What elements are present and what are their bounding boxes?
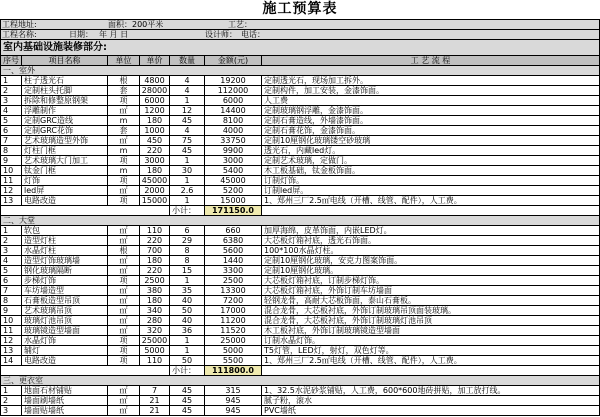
header-unit-price: 单价 [140, 56, 170, 65]
section-header-row [1, 376, 600, 386]
cell-amount: 19200 [205, 76, 262, 85]
cell-unit: ㎡ [108, 306, 140, 315]
cell-item-name: 拆除和修整原钢架 [22, 96, 108, 105]
cell-seq: 10 [1, 166, 22, 175]
cell-unit-price: 180 [140, 256, 170, 265]
cell-unit-price: 21 [140, 396, 170, 405]
cell-unit: 项 [108, 96, 140, 105]
cell-unit: ㎡ [108, 256, 140, 265]
cell-seq: 9 [1, 306, 22, 315]
cell-amount: 15000 [205, 196, 262, 205]
cell-amount: 7200 [205, 296, 262, 305]
cell-unit-price: 1000 [140, 126, 170, 135]
cell-seq: 6 [1, 276, 22, 285]
cell-process: 人工费 [262, 96, 600, 105]
cell-unit: ㎡ [108, 386, 140, 395]
cell-quantity: 15 [170, 266, 205, 275]
section-title: 一、室外 [1, 66, 600, 75]
table-row [1, 336, 600, 346]
cell-item-name: 柱子透光石 [22, 76, 108, 85]
cell-unit: m [108, 146, 140, 155]
cell-unit-price: 450 [140, 136, 170, 145]
cell-unit: 项 [108, 196, 140, 205]
cell-amount: 112000 [205, 86, 262, 95]
part-title: 室内基础设施装修部分: [1, 40, 600, 55]
table-row [1, 96, 600, 106]
cell-unit: ㎡ [108, 186, 140, 195]
table-row [1, 196, 600, 206]
cell-process: 混合龙骨，大芯板衬底，外饰订制玻璃吊顶面装玻璃。 [262, 306, 600, 315]
cell-item-name: 造型灯饰玻璃墙 [22, 256, 108, 265]
cell-unit-price: 380 [140, 286, 170, 295]
cell-process: 订制水晶灯饰。 [262, 336, 600, 345]
cell-quantity: 1 [170, 346, 205, 355]
cell-process: PVC墙纸 [262, 406, 600, 415]
cell-item-name: 玻璃灯池吊顶 [22, 316, 108, 325]
cell-unit: 项 [108, 346, 140, 355]
project-info-cell [1, 30, 600, 39]
table-row [1, 186, 600, 196]
cell-quantity: 8 [170, 246, 205, 255]
cell-process: 木工板基础，钛金板饰面。 [262, 166, 600, 175]
cell-item-name: 水晶灯柱 [22, 246, 108, 255]
cell-amount: 5200 [205, 186, 262, 195]
header-unit: 单位 [108, 56, 140, 65]
table-row [1, 226, 600, 236]
cell-unit-price: 180 [140, 116, 170, 125]
cell-item-name: 车坊墙造型 [22, 286, 108, 295]
cell-seq: 3 [1, 246, 22, 255]
date-label: 日期： [69, 30, 93, 39]
cell-amount: 45000 [205, 176, 262, 185]
cell-process: 大芯板灯箱衬底，外饰订制车坊墙面 [262, 286, 600, 295]
cell-unit: 根 [108, 76, 140, 85]
cell-unit-price: 280 [140, 316, 170, 325]
table-row [1, 276, 600, 286]
cell-unit-price: 15000 [140, 196, 170, 205]
cell-item-name: 电路改造 [22, 356, 108, 365]
cell-unit-price: 1200 [140, 106, 170, 115]
cell-unit-price: 340 [140, 306, 170, 315]
cell-process: 定制石膏花饰，金漆饰面。 [262, 126, 600, 135]
cell-quantity: 45 [170, 406, 205, 415]
subtotal-label: 小计： [170, 206, 205, 215]
table-row [1, 166, 600, 176]
cell-seq: 7 [1, 136, 22, 145]
cell-quantity: 35 [170, 286, 205, 295]
subtotal-row [1, 366, 600, 376]
cell-seq: 6 [1, 126, 22, 135]
cell-amount: 5600 [205, 246, 262, 255]
cell-quantity: 45 [170, 386, 205, 395]
craft-label: 工艺： [228, 20, 252, 29]
cell-unit-price: 2000 [140, 186, 170, 195]
cell-seq: 13 [1, 346, 22, 355]
cell-amount: 33750 [205, 136, 262, 145]
cell-unit: m [108, 116, 140, 125]
section-title: 二、大堂 [1, 216, 600, 225]
sheet-title: 施工预算表 [262, 1, 338, 17]
project-info-cell [1, 20, 600, 29]
cell-unit: ㎡ [108, 106, 140, 115]
cell-process: 订制led屏。 [262, 186, 600, 195]
subtotal-spacer [1, 206, 170, 215]
budget-table [0, 19, 600, 416]
cell-seq: 2 [1, 236, 22, 245]
cell-item-name: 地面石材铺贴 [22, 386, 108, 395]
cell-item-name: 定制GRC花饰 [22, 126, 108, 135]
cell-item-name: 定制柱头托脚 [22, 86, 108, 95]
cell-process: 加厚海绵，皮革饰面，内嵌LED灯。 [262, 226, 600, 235]
cell-unit: 项 [108, 156, 140, 165]
cell-item-name: 电路改造 [22, 196, 108, 205]
cell-item-name: 灯饰 [22, 176, 108, 185]
table-row [1, 106, 600, 116]
cell-unit: ㎡ [108, 226, 140, 235]
cell-process: 1、郑州三厂2.5㎡电线（开槽、线管、配件），人工费。 [262, 196, 600, 205]
cell-seq: 5 [1, 116, 22, 125]
cell-process: 1、郑州三厂2.5㎡电线（开槽、线管、配件），人工费。 [262, 356, 600, 365]
cell-process: 定制艺术玻璃，定做门。 [262, 156, 600, 165]
cell-quantity: 50 [170, 356, 205, 365]
date-value: 年 月 日 [99, 30, 129, 39]
cell-item-name: 艺术玻璃大门加工 [22, 156, 108, 165]
cell-seq: 2 [1, 86, 22, 95]
cell-item-name: 辅灯 [22, 346, 108, 355]
cell-item-name: 艺术玻璃造型外饰 [22, 136, 108, 145]
cell-unit-price: 6000 [140, 96, 170, 105]
cell-unit-price: 7 [140, 386, 170, 395]
cell-process: 大芯板灯箱衬底，透光石饰面。 [262, 236, 600, 245]
table-row [1, 156, 600, 166]
cell-quantity: 4 [170, 126, 205, 135]
cell-item-name: 灯柱门框 [22, 146, 108, 155]
cell-unit-price: 21 [140, 406, 170, 415]
cell-unit: 套 [108, 86, 140, 95]
project-info-row-1 [1, 20, 600, 30]
cell-seq: 4 [1, 256, 22, 265]
designer-label: 设计师： [205, 30, 237, 39]
header-item-name: 项目名称 [22, 56, 108, 65]
cell-amount: 6000 [205, 96, 262, 105]
section-title: 三、更衣室 [1, 376, 600, 385]
cell-amount: 3300 [205, 266, 262, 275]
cell-process: 木工板衬底，外饰订制玻璃镜造型墙面 [262, 326, 600, 335]
cell-item-name: 浮雕制作 [22, 106, 108, 115]
cell-unit-price: 220 [140, 146, 170, 155]
table-row [1, 316, 600, 326]
cell-item-name: 造型灯柱 [22, 236, 108, 245]
cell-seq: 8 [1, 296, 22, 305]
cell-item-name: 软包 [22, 226, 108, 235]
cell-item-name: 定制GRC造线 [22, 116, 108, 125]
cell-unit-price: 220 [140, 236, 170, 245]
table-header [1, 56, 600, 66]
cell-process: 定制10厘钢化玻璃。 [262, 266, 600, 275]
cell-amount: 945 [205, 396, 262, 405]
cell-amount: 3000 [205, 156, 262, 165]
cell-unit-price: 3000 [140, 156, 170, 165]
cell-amount: 5400 [205, 166, 262, 175]
cell-seq: 3 [1, 96, 22, 105]
cell-item-name: 艺术玻璃吊顶 [22, 306, 108, 315]
cell-seq: 13 [1, 196, 22, 205]
cell-seq: 7 [1, 286, 22, 295]
cell-quantity: 6 [170, 226, 205, 235]
table-row [1, 306, 600, 316]
table-row [1, 246, 600, 256]
phone-label: 电话： [241, 30, 265, 39]
project-name-label: 工程名称: [2, 30, 37, 39]
table-row [1, 346, 600, 356]
cell-quantity: 1 [170, 176, 205, 185]
table-row [1, 286, 600, 296]
header-seq: 序号 [1, 56, 22, 65]
cell-process: 定制石膏造线，外墙漆饰面。 [262, 116, 600, 125]
cell-unit-price: 110 [140, 356, 170, 365]
cell-seq: 1 [1, 76, 22, 85]
cell-quantity: 4 [170, 76, 205, 85]
cell-unit-price: 28000 [140, 86, 170, 95]
cell-process: 定制玻璃钢浮雕，金漆饰面。 [262, 106, 600, 115]
cell-quantity: 2.6 [170, 186, 205, 195]
header-process: 工 艺 流 程 [262, 56, 600, 65]
cell-quantity: 50 [170, 306, 205, 315]
section-header-row [1, 216, 600, 226]
cell-unit-price: 220 [140, 266, 170, 275]
cell-quantity: 40 [170, 316, 205, 325]
table-row [1, 266, 600, 276]
cell-amount: 1440 [205, 256, 262, 265]
cell-item-name: 墙面贴墙纸 [22, 406, 108, 415]
area-value: 面积：200平米 [108, 20, 164, 29]
cell-seq: 4 [1, 106, 22, 115]
cell-quantity: 40 [170, 296, 205, 305]
subtotal-value: 171150.0 [205, 206, 262, 215]
cell-amount: 13300 [205, 286, 262, 295]
cell-seq: 12 [1, 336, 22, 345]
cell-item-name: led屏 [22, 186, 108, 195]
cell-unit-price: 180 [140, 296, 170, 305]
cell-process: T5灯管，LED灯，射灯，双色灯等。 [262, 346, 600, 355]
cell-amount: 5000 [205, 346, 262, 355]
cell-amount: 945 [205, 406, 262, 415]
cell-item-name: 墙面刷墙纸 [22, 396, 108, 405]
cell-unit: ㎡ [108, 266, 140, 275]
cell-amount: 25000 [205, 336, 262, 345]
cell-process: 定制透光石，现场加工拆外。 [262, 76, 600, 85]
cell-unit: ㎡ [108, 296, 140, 305]
cell-unit-price: 45000 [140, 176, 170, 185]
cell-quantity: 1 [170, 276, 205, 285]
cell-item-name: 步梯灯饰 [22, 276, 108, 285]
cell-amount: 6380 [205, 236, 262, 245]
cell-unit-price: 2500 [140, 276, 170, 285]
table-row [1, 236, 600, 246]
table-row [1, 76, 600, 86]
table-body [1, 66, 600, 416]
project-info-row-2 [1, 30, 600, 40]
cell-item-name: 水晶灯饰 [22, 336, 108, 345]
part-title-row [1, 40, 600, 56]
cell-amount: 14400 [205, 106, 262, 115]
cell-unit-price: 110 [140, 226, 170, 235]
cell-unit: ㎡ [108, 406, 140, 415]
cell-unit: 根 [108, 246, 140, 255]
cell-process: 透光石，内藏led灯。 [262, 146, 600, 155]
table-row [1, 146, 600, 156]
cell-process: 轻钢龙骨，高耐大芯板饰面，泰山石膏板。 [262, 296, 600, 305]
cell-quantity: 8 [170, 256, 205, 265]
subtotal-label: 小计： [170, 366, 205, 375]
cell-quantity: 1 [170, 96, 205, 105]
cell-seq: 11 [1, 176, 22, 185]
subtotal-spacer [1, 366, 170, 375]
cell-item-name: 钛金门框 [22, 166, 108, 175]
cell-amount: 9900 [205, 146, 262, 155]
subtotal-note [262, 366, 600, 375]
cell-quantity: 12 [170, 106, 205, 115]
cell-unit: 项 [108, 356, 140, 365]
cell-unit: m [108, 166, 140, 175]
cell-unit: ㎡ [108, 236, 140, 245]
cell-quantity: 1 [170, 336, 205, 345]
cell-quantity: 4 [170, 86, 205, 95]
cell-amount: 2500 [205, 276, 262, 285]
subtotal-row [1, 206, 600, 216]
subtotal-value: 111800.0 [205, 366, 262, 375]
cell-quantity: 29 [170, 236, 205, 245]
cell-item-name: 钢化玻璃隔断 [22, 266, 108, 275]
cell-process: 腻子粉，滚水 [262, 396, 600, 405]
cell-seq: 9 [1, 156, 22, 165]
cell-process: 混合龙骨，大芯板衬底，外饰订制玻璃灯池吊顶 [262, 316, 600, 325]
cell-seq: 2 [1, 396, 22, 405]
cell-seq: 11 [1, 326, 22, 335]
cell-item-name: 石膏板造型吊顶 [22, 296, 108, 305]
cell-unit-price: 25000 [140, 336, 170, 345]
cell-unit-price: 5000 [140, 346, 170, 355]
cell-unit-price: 700 [140, 246, 170, 255]
cell-amount: 5500 [205, 356, 262, 365]
cell-unit: 项 [108, 276, 140, 285]
cell-amount: 4000 [205, 126, 262, 135]
header-amount: 金额(元) [205, 56, 262, 65]
address-label: 工程地址: [2, 20, 37, 29]
cell-quantity: 75 [170, 136, 205, 145]
cell-process: 定制10厘钢化玻璃，安克力图案饰面。 [262, 256, 600, 265]
cell-process: 订制灯饰。 [262, 176, 600, 185]
cell-quantity: 1 [170, 196, 205, 205]
cell-unit: 项 [108, 176, 140, 185]
table-row [1, 116, 600, 126]
cell-quantity: 45 [170, 116, 205, 125]
cell-quantity: 36 [170, 326, 205, 335]
header-quantity: 数量 [170, 56, 205, 65]
table-row [1, 326, 600, 336]
cell-seq: 10 [1, 316, 22, 325]
cell-unit: 项 [108, 336, 140, 345]
table-row [1, 86, 600, 96]
cell-quantity: 30 [170, 166, 205, 175]
cell-amount: 17000 [205, 306, 262, 315]
table-row [1, 356, 600, 366]
cell-seq: 8 [1, 146, 22, 155]
cell-amount: 8100 [205, 116, 262, 125]
cell-seq: 1 [1, 226, 22, 235]
table-row [1, 256, 600, 266]
table-row [1, 126, 600, 136]
table-row [1, 136, 600, 146]
table-row [1, 396, 600, 406]
section-header-row [1, 66, 600, 76]
table-row [1, 386, 600, 396]
cell-process: 大芯板灯箱衬底，订制步梯灯饰。 [262, 276, 600, 285]
cell-seq: 12 [1, 186, 22, 195]
cell-unit: ㎡ [108, 136, 140, 145]
cell-unit-price: 320 [140, 326, 170, 335]
table-row [1, 176, 600, 186]
cell-unit: ㎡ [108, 286, 140, 295]
cell-unit: ㎡ [108, 396, 140, 405]
cell-seq: 5 [1, 266, 22, 275]
table-row [1, 406, 600, 416]
cell-quantity: 45 [170, 396, 205, 405]
cell-seq: 3 [1, 406, 22, 415]
cell-unit: ㎡ [108, 316, 140, 325]
cell-amount: 315 [205, 386, 262, 395]
cell-seq: 1 [1, 386, 22, 395]
cell-amount: 660 [205, 226, 262, 235]
cell-process: 100*100水晶灯柱。 [262, 246, 600, 255]
cell-unit-price: 4800 [140, 76, 170, 85]
cell-process: 定制10厘钢化玻璃镂空砂玻璃 [262, 136, 600, 145]
cell-process: 1、32.5水泥砂浆铺贴，人工费，600*600地砖拼贴，加工放打线。 [262, 386, 600, 395]
cell-process: 定制构件，加工安装，金漆饰面。 [262, 86, 600, 95]
cell-amount: 11200 [205, 316, 262, 325]
cell-seq: 14 [1, 356, 22, 365]
cell-quantity: 45 [170, 146, 205, 155]
cell-unit-price: 180 [140, 166, 170, 175]
cell-item-name: 玻璃镜造型墙面 [22, 326, 108, 335]
table-row [1, 296, 600, 306]
cell-unit: ㎡ [108, 326, 140, 335]
subtotal-note [262, 206, 600, 215]
cell-quantity: 1 [170, 156, 205, 165]
cell-amount: 11520 [205, 326, 262, 335]
cell-unit: 套 [108, 126, 140, 135]
